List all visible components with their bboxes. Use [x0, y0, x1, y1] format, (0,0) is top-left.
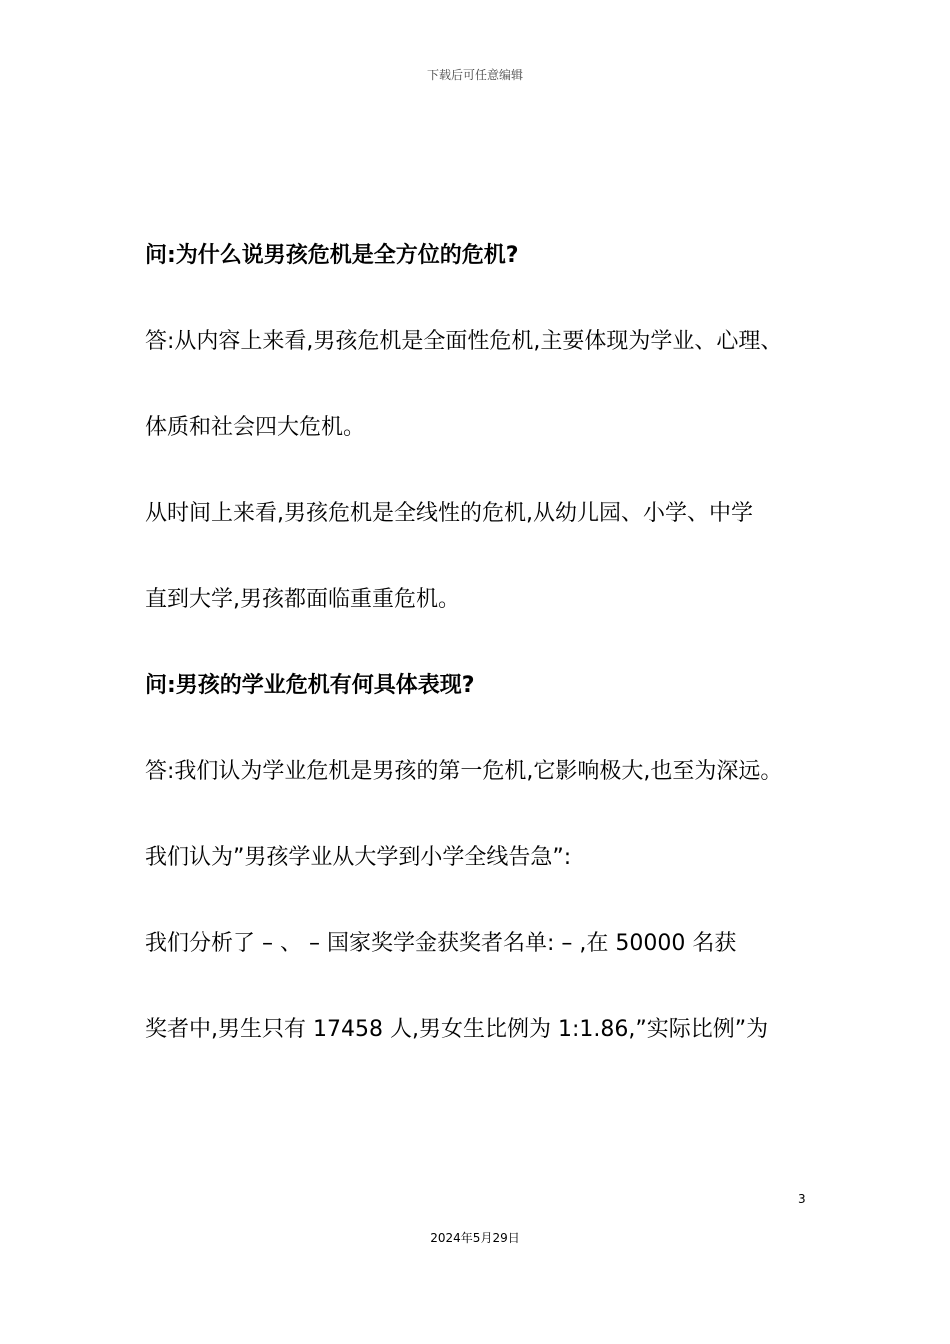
footer-date: 2024年5月29日 — [430, 1231, 520, 1245]
page-number: 3 — [798, 1192, 806, 1206]
answer-paragraph-line: 奖者中,男生只有 17458 人,男女生比例为 1:1.86,”实际比例”为 — [145, 1017, 769, 1042]
answer-paragraph-line: 我们分析了 – 、 – 国家奖学金获奖者名单: – ,在 50000 名获 — [145, 931, 737, 956]
answer-paragraph-line: 直到大学,男孩都面临重重危机。 — [145, 587, 460, 612]
answer-paragraph-line: 我们认为”男孩学业从大学到小学全线告急”: — [145, 845, 572, 870]
question-heading-2: 问:男孩的学业危机有何具体表现? — [145, 673, 475, 698]
answer-paragraph-line: 体质和社会四大危机。 — [145, 415, 366, 440]
answer-paragraph-line: 答:我们认为学业危机是男孩的第一危机,它影响极大,也至为深远。 — [145, 759, 783, 784]
question-heading-1: 问:为什么说男孩危机是全方位的危机? — [145, 243, 519, 268]
answer-paragraph-line: 答:从内容上来看,男孩危机是全面性危机,主要体现为学业、心理、 — [145, 329, 783, 354]
page-header: 下载后可任意编辑 — [426, 68, 523, 82]
answer-paragraph-line: 从时间上来看,男孩危机是全线性的危机,从幼儿园、小学、中学 — [145, 501, 753, 526]
